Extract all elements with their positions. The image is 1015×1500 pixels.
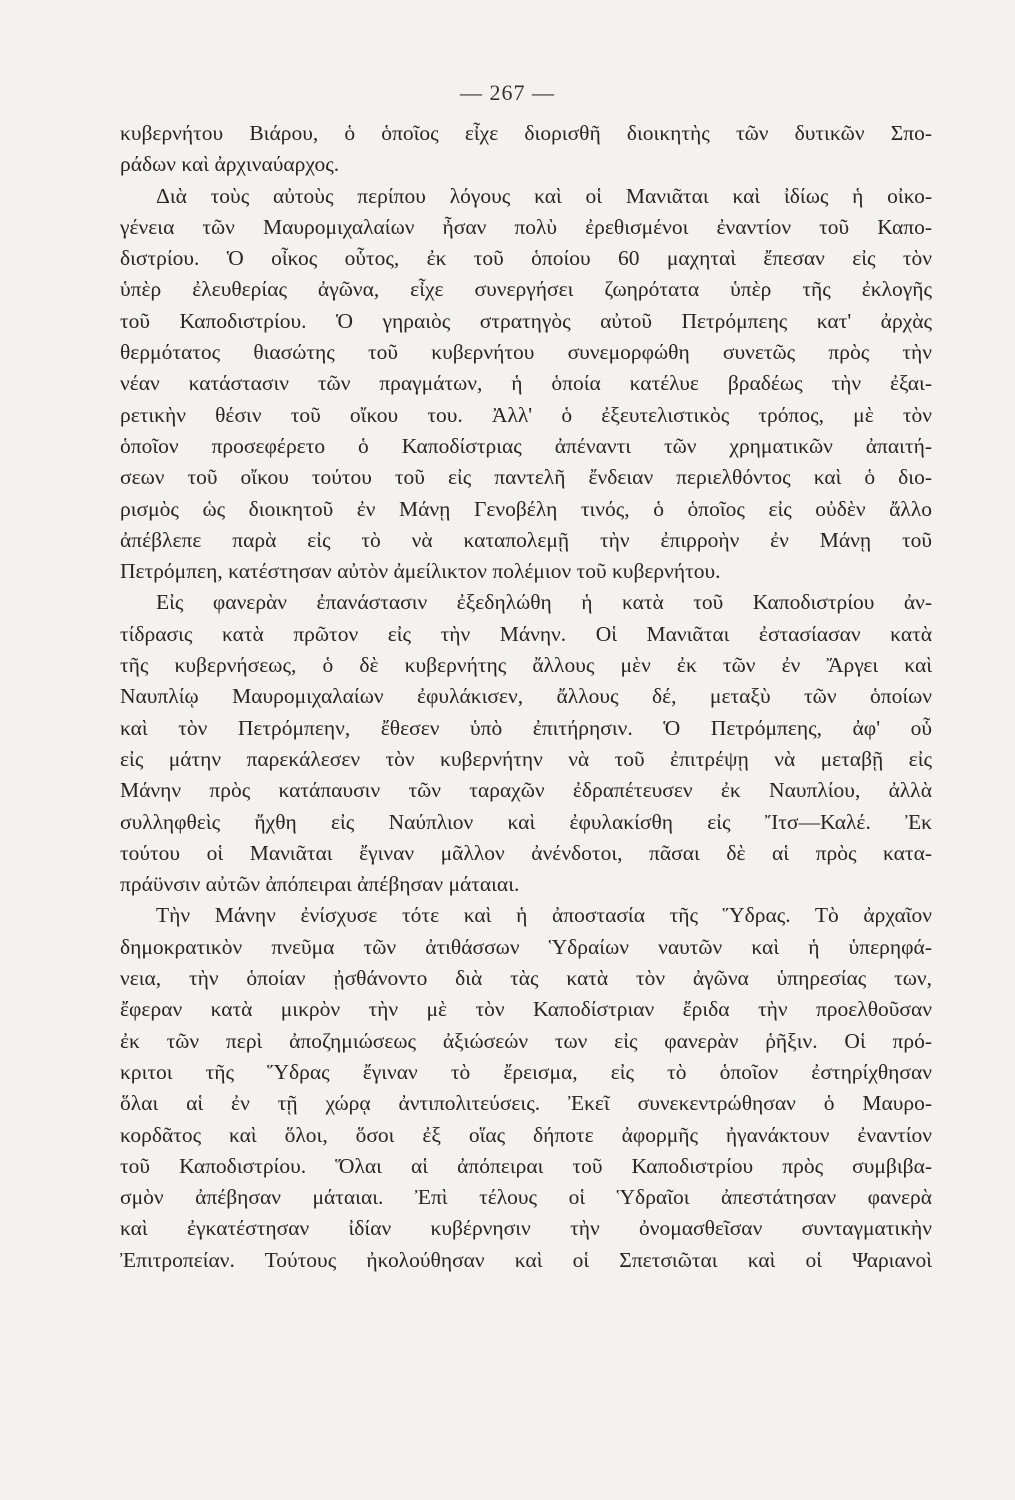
page-number: — 267 — [460, 80, 555, 105]
body-text [120, 118, 932, 1276]
text-line: ἀπέβλεπε παρὰ εἰς τὸ νὰ καταπολεμῇ τὴν ἐπιρροὴν ἐν Μάνῃ τοῦ [120, 527, 932, 552]
text-line: ρετικὴν θέσιν τοῦ οἴκου του. Ἀλλ' ὁ ἐξευτελιστικὸς τρόπος, μὲ τὸν [120, 402, 932, 427]
text-line: καὶ τὸν Πετρόμπεην, ἔθεσεν ὑπὸ ἐπιτήρησιν. Ὁ Πετρόμπεης, ἀφ' οὗ [120, 715, 932, 740]
text-line: κορδᾶτος καὶ ὅλοι, ὅσοι ἐξ οἵας δήποτε ἀφορμῆς ἠγανάκτουν ἐναντίον [120, 1122, 932, 1147]
text-line: ρισμὸς ὡς διοικητοῦ ἐν Μάνῃ Γενοβέλη τινός, ὁ ὁποῖος εἰς οὐδὲν ἄλλο [120, 496, 932, 521]
text-line: διστρίου. Ὁ οἶκος οὗτος, ἐκ τοῦ ὁποίου 60 μαχηταὶ ἔπεσαν εἰς τὸν [120, 246, 932, 271]
text-line: συλληφθεὶς ἤχθη εἰς Ναύπλιον καὶ ἐφυλακίσθη εἰς Ἴτσ—Καλέ. Ἐκ [120, 809, 932, 834]
text-line: τῆς κυβερνήσεως, ὁ δὲ κυβερνήτης ἄλλους μὲν ἐκ τῶν ἐν Ἄργει καὶ [120, 653, 932, 678]
text-line: Ἐπιτροπείαν. Τούτους ἠκολούθησαν καὶ οἱ Σπετσιῶται καὶ οἱ Ψαριανοὶ [120, 1247, 932, 1272]
text-line: Διὰ τοὺς αὐτοὺς περίπου λόγους καὶ οἱ Μανιᾶται καὶ ἰδίως ἡ οἰκο- [156, 183, 932, 208]
text-line: ράδων καὶ ἀρχιναύαρχος. [120, 152, 340, 177]
text-line: τοῦ Καποδιστρίου. Ὁ γηραιὸς στρατηγὸς αὐτοῦ Πετρόμπεης κατ' ἀρχὰς [120, 308, 932, 333]
text-line: εἰς μάτην παρεκάλεσεν τὸν κυβερνήτην νὰ τοῦ ἐπιτρέψῃ νὰ μεταβῇ εἰς [120, 746, 932, 771]
text-line: ὑπὲρ ἐλευθερίας ἀγῶνα, εἶχε συνεργήσει ζωηρότατα ὑπὲρ τῆς ἐκλογῆς [120, 277, 932, 302]
text-line: κριτοι τῆς Ὕδρας ἔγιναν τὸ ἔρεισμα, εἰς τὸ ὁποῖον ἐστηρίχθησαν [120, 1059, 932, 1084]
text-line: πράϋνσιν αὐτῶν ἀπόπειραι ἀπέβησαν μάταιαι. [120, 872, 520, 897]
text-line: νεια, τὴν ὁποίαν ᾐσθάνοντο διὰ τὰς κατὰ τὸν ἀγῶνα ὑπηρεσίας των, [120, 966, 932, 991]
text-line: ἔφεραν κατὰ μικρὸν τὴν μὲ τὸν Καποδίστριαν ἔριδα τὴν προελθοῦσαν [120, 997, 932, 1022]
text-line: Εἰς φανερὰν ἐπανάστασιν ἐξεδηλώθη ἡ κατὰ τοῦ Καποδιστρίου ἀν- [156, 590, 932, 615]
text-line: ἐκ τῶν περὶ ἀποζημιώσεως ἀξιώσεών των εἰς φανερὰν ῥῆξιν. Οἱ πρό- [120, 1028, 932, 1053]
text-line: ὁποῖον προσεφέρετο ὁ Καποδίστριας ἀπέναντι τῶν χρηματικῶν ἀπαιτή- [120, 433, 932, 458]
text-line: δημοκρατικὸν πνεῦμα τῶν ἀτιθάσσων Ὑδραίων ναυτῶν καὶ ἡ ὑπερηφά- [120, 934, 932, 959]
text-line: τίδρασις κατὰ πρῶτον εἰς τὴν Μάνην. Οἱ Μανιᾶται ἐστασίασαν κατὰ [120, 621, 932, 646]
text-line: σμὸν ἀπέβησαν μάταιαι. Ἐπὶ τέλους οἱ Ὑδραῖοι ἀπεστάτησαν φανερὰ [120, 1185, 932, 1210]
text-line: καὶ ἐγκατέστησαν ἰδίαν κυβέρνησιν τὴν ὀνομασθεῖσαν συνταγματικὴν [120, 1216, 932, 1241]
text-line: Τὴν Μάνην ἐνίσχυσε τότε καὶ ἡ ἀποστασία τῆς Ὕδρας. Τὸ ἀρχαῖον [156, 903, 932, 928]
text-line: θερμότατος θιασώτης τοῦ κυβερνήτου συνεμορφώθη συνετῶς πρὸς τὴν [120, 340, 932, 365]
text-line: Ναυπλίῳ Μαυρομιχαλαίων ἐφυλάκισεν, ἄλλους δέ, μεταξὺ τῶν ὁποίων [120, 684, 932, 709]
text-line: Μάνην πρὸς κατάπαυσιν τῶν ταραχῶν ἐδραπέτευσεν ἐκ Ναυπλίου, ἀλλὰ [120, 778, 932, 803]
text-line: τοῦ Καποδιστρίου. Ὅλαι αἱ ἀπόπειραι τοῦ Καποδιστρίου πρὸς συμβιβα- [120, 1153, 932, 1178]
text-line: κυβερνήτου Βιάρου, ὁ ὁποῖος εἶχε διορισθῆ διοικητὴς τῶν δυτικῶν Σπο- [120, 121, 932, 145]
text-line: τούτου οἱ Μανιᾶται ἔγιναν μᾶλλον ἀνένδοτοι, πᾶσαι δὲ αἱ πρὸς κατα- [120, 840, 932, 865]
text-line: γένεια τῶν Μαυρομιχαλαίων ἦσαν πολὺ ἐρεθισμένοι ἐναντίον τοῦ Καπο- [120, 214, 932, 239]
text-line: σεων τοῦ οἴκου τούτου τοῦ εἰς παντελῆ ἔνδειαν περιελθόντος καὶ ὁ διο- [120, 465, 932, 490]
text-line: Πετρόμπεη, κατέστησαν αὐτὸν ἀμείλικτον πολέμιον τοῦ κυβερνήτου. [120, 559, 721, 584]
text-line: ὅλαι αἱ ἐν τῇ χώρᾳ ἀντιπολιτεύσεις. Ἐκεῖ συνεκεντρώθησαν ὁ Μαυρο- [120, 1091, 932, 1116]
text-line: νέαν κατάστασιν τῶν πραγμάτων, ἡ ὁποία κατέλυε βραδέως τὴν ἐξαι- [120, 371, 932, 396]
